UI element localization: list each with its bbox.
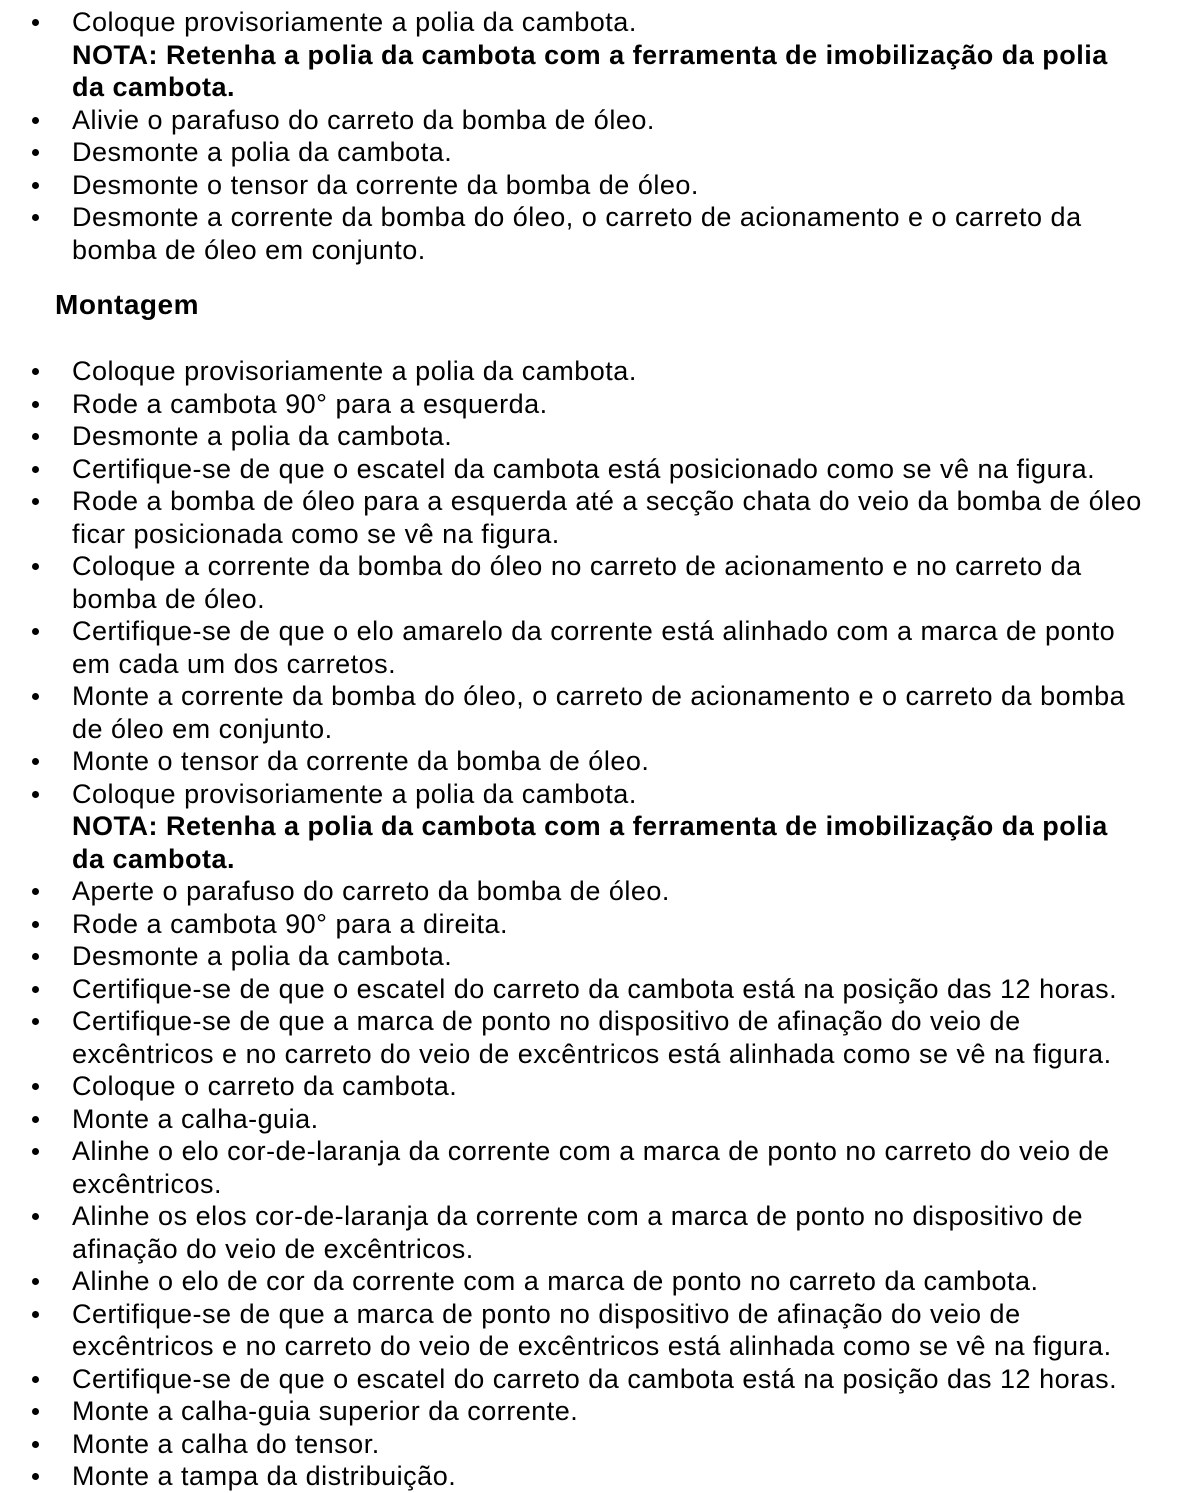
- bullet-icon: [32, 758, 39, 765]
- step-body: [72, 201, 1145, 266]
- list-item: [32, 875, 1145, 908]
- bullet-icon: [32, 563, 39, 570]
- step-body: [72, 550, 1145, 615]
- list-item: [32, 908, 1145, 941]
- step-text: Monte o tensor da corrente da bomba de óleo.: [72, 746, 650, 776]
- bullet-icon: [32, 401, 39, 408]
- step-text: Monte a tampa da distribuição.: [72, 1461, 457, 1491]
- step-body: [72, 136, 1145, 169]
- step-body: [72, 940, 1145, 973]
- step-body: [72, 875, 1145, 908]
- list-item: [32, 973, 1145, 1006]
- list-item: [32, 6, 1145, 104]
- bullet-icon: [32, 1083, 39, 1090]
- step-text: Desmonte a polia da cambota.: [72, 941, 453, 971]
- bullet-icon: [32, 953, 39, 960]
- list-item: [32, 1395, 1145, 1428]
- step-body: [72, 420, 1145, 453]
- step-text: Alivie o parafuso do carreto da bomba de óleo.: [72, 104, 655, 135]
- bullet-icon: [32, 214, 39, 221]
- bullet-icon: [32, 1408, 39, 1415]
- step-body: [72, 453, 1145, 486]
- bullet-icon: [32, 1148, 39, 1155]
- step-text: Coloque provisoriamente a polia da cambota.: [72, 7, 637, 37]
- bullet-gutter: [32, 1005, 72, 1070]
- list-item: [32, 778, 1145, 876]
- bullet-icon: [32, 433, 39, 440]
- list-item: [32, 453, 1145, 486]
- bullet-gutter: [32, 6, 72, 104]
- bullet-gutter: [32, 778, 72, 876]
- step-body: [72, 1103, 1145, 1136]
- list-item: [32, 420, 1145, 453]
- step-text: Aperte o parafuso do carreto da bomba de óleo.: [72, 876, 670, 906]
- list-item: [32, 1135, 1145, 1200]
- step-body: [72, 680, 1145, 745]
- step-text: Desmonte a corrente da bomba do óleo, o carreto de acionamento e o carreto da bomba de óleo em conjunto.: [72, 202, 1082, 265]
- step-text: Certifique-se de que a marca de ponto no dispositivo de afinação do veio de excêntricos e no carreto do veio de excêntricos está alinhada como se vê na figura.: [72, 1298, 1112, 1361]
- step-note: NOTA: Retenha a polia da cambota com a ferramenta de imobilização da polia da cambota.: [72, 39, 1108, 102]
- section-heading-montagem: Montagem: [55, 289, 199, 320]
- bullet-gutter: [32, 875, 72, 908]
- list-item: [32, 1070, 1145, 1103]
- step-text: Desmonte o tensor da corrente da bomba de óleo.: [72, 169, 699, 200]
- list-item: [32, 201, 1145, 266]
- removal-steps-list: [32, 6, 1145, 266]
- bullet-icon: [32, 149, 39, 156]
- step-body: [72, 745, 1145, 778]
- bullet-icon: [32, 117, 39, 124]
- bullet-gutter: [32, 973, 72, 1006]
- step-body: [72, 1460, 1145, 1493]
- list-item: [32, 355, 1145, 388]
- bullet-icon: [32, 19, 39, 26]
- list-item: [32, 169, 1145, 202]
- step-text: Desmonte a polia da cambota.: [72, 421, 453, 451]
- step-text: Rode a cambota 90° para a direita.: [72, 908, 509, 939]
- step-text: Certifique-se de que o escatel do carreto da cambota está na posição das 12 horas.: [72, 1363, 1118, 1394]
- bullet-icon: [32, 921, 39, 928]
- step-body: [72, 1005, 1145, 1070]
- step-body: [72, 169, 1145, 202]
- list-item: [32, 136, 1145, 169]
- bullet-icon: [32, 498, 39, 505]
- bullet-gutter: [32, 136, 72, 169]
- bullet-gutter: [32, 1395, 72, 1428]
- step-body: [72, 1070, 1145, 1103]
- step-note: NOTA: Retenha a polia da cambota com a ferramenta de imobilização da polia da cambota.: [72, 811, 1108, 874]
- step-text: Rode a bomba de óleo para a esquerda até a secção chata do veio da bomba de óleo ficar posicionada como se vê na figura.: [72, 486, 1142, 549]
- list-item: [32, 550, 1145, 615]
- bullet-icon: [32, 888, 39, 895]
- step-body: [72, 388, 1145, 421]
- step-text: Coloque provisoriamente a polia da cambota.: [72, 778, 637, 809]
- step-text: Coloque provisoriamente a polia da cambota.: [72, 356, 637, 386]
- bullet-icon: [32, 1376, 39, 1383]
- step-text: Desmonte a polia da cambota.: [72, 137, 453, 167]
- bullet-icon: [32, 1018, 39, 1025]
- step-text: Monte a calha do tensor.: [72, 1428, 380, 1459]
- step-body: [72, 1298, 1145, 1363]
- bullet-icon: [32, 1441, 39, 1448]
- bullet-icon: [32, 1311, 39, 1318]
- bullet-gutter: [32, 1103, 72, 1136]
- bullet-gutter: [32, 1200, 72, 1265]
- step-body: [72, 1265, 1145, 1298]
- list-item: [32, 1363, 1145, 1396]
- list-item: [32, 1005, 1145, 1070]
- bullet-icon: [32, 1213, 39, 1220]
- list-item: [32, 485, 1145, 550]
- bullet-gutter: [32, 1460, 72, 1493]
- step-body: [72, 6, 1145, 104]
- bullet-gutter: [32, 1265, 72, 1298]
- bullet-icon: [32, 182, 39, 189]
- list-item: [32, 1265, 1145, 1298]
- bullet-gutter: [32, 485, 72, 550]
- bullet-icon: [32, 466, 39, 473]
- step-text: Monte a calha-guia.: [72, 1103, 319, 1134]
- bullet-gutter: [32, 355, 72, 388]
- step-text: Alinhe o elo cor-de-laranja da corrente com a marca de ponto no carreto do veio de excêntricos.: [72, 1136, 1110, 1199]
- bullet-gutter: [32, 420, 72, 453]
- list-item: [32, 680, 1145, 745]
- step-text: Monte a calha-guia superior da corrente.: [72, 1396, 579, 1426]
- bullet-gutter: [32, 1428, 72, 1461]
- step-body: [72, 615, 1145, 680]
- bullet-gutter: [32, 940, 72, 973]
- step-text: Certifique-se de que o escatel da cambota está posicionado como se vê na figura.: [72, 453, 1096, 484]
- list-item: [32, 1200, 1145, 1265]
- bullet-icon: [32, 1473, 39, 1480]
- list-item: [32, 745, 1145, 778]
- bullet-gutter: [32, 680, 72, 745]
- bullet-icon: [32, 1278, 39, 1285]
- step-text: Alinhe os elos cor-de-laranja da corrente com a marca de ponto no dispositivo de afinação do veio de excêntricos.: [72, 1201, 1084, 1264]
- step-body: [72, 1395, 1145, 1428]
- bullet-gutter: [32, 1135, 72, 1200]
- bullet-gutter: [32, 453, 72, 486]
- bullet-icon: [32, 1116, 39, 1123]
- step-body: [72, 355, 1145, 388]
- bullet-gutter: [32, 615, 72, 680]
- bullet-gutter: [32, 169, 72, 202]
- bullet-gutter: [32, 550, 72, 615]
- bullet-gutter: [32, 388, 72, 421]
- step-text: Monte a corrente da bomba do óleo, o carreto de acionamento e o carreto da bomba de óleo em conjunto.: [72, 681, 1126, 744]
- step-text: Rode a cambota 90° para a esquerda.: [72, 388, 548, 419]
- list-item: [32, 615, 1145, 680]
- step-body: [72, 1428, 1145, 1461]
- bullet-icon: [32, 693, 39, 700]
- step-body: [72, 1200, 1145, 1265]
- step-body: [72, 778, 1145, 876]
- bullet-gutter: [32, 1363, 72, 1396]
- list-item: [32, 1428, 1145, 1461]
- list-item: [32, 940, 1145, 973]
- step-body: [72, 908, 1145, 941]
- list-item: [32, 1298, 1145, 1363]
- step-text: Coloque o carreto da cambota.: [72, 1071, 458, 1101]
- step-body: [72, 973, 1145, 1006]
- bullet-gutter: [32, 745, 72, 778]
- list-item: [32, 1460, 1145, 1493]
- bullet-icon: [32, 986, 39, 993]
- bullet-gutter: [32, 1298, 72, 1363]
- bullet-icon: [32, 628, 39, 635]
- step-text: Certifique-se de que o escatel do carreto da cambota está na posição das 12 horas.: [72, 973, 1118, 1004]
- step-text: Alinhe o elo de cor da corrente com a marca de ponto no carreto da cambota.: [72, 1266, 1039, 1296]
- assembly-steps-list: [32, 355, 1145, 1493]
- bullet-gutter: [32, 201, 72, 266]
- step-body: [72, 104, 1145, 137]
- step-body: [72, 1135, 1145, 1200]
- step-body: [72, 485, 1145, 550]
- step-body: [72, 1363, 1145, 1396]
- bullet-icon: [32, 368, 39, 375]
- bullet-icon: [32, 791, 39, 798]
- list-item: [32, 104, 1145, 137]
- step-text: Certifique-se de que o elo amarelo da corrente está alinhado com a marca de ponto em cada um dos carretos.: [72, 616, 1116, 679]
- bullet-gutter: [32, 908, 72, 941]
- list-item: [32, 388, 1145, 421]
- step-text: Certifique-se de que a marca de ponto no dispositivo de afinação do veio de excêntricos e no carreto do veio de excêntricos está alinhada como se vê na figura.: [72, 1006, 1112, 1069]
- step-text: Coloque a corrente da bomba do óleo no carreto de acionamento e no carreto da bomba de óleo.: [72, 551, 1082, 614]
- bullet-gutter: [32, 104, 72, 137]
- list-item: [32, 1103, 1145, 1136]
- bullet-gutter: [32, 1070, 72, 1103]
